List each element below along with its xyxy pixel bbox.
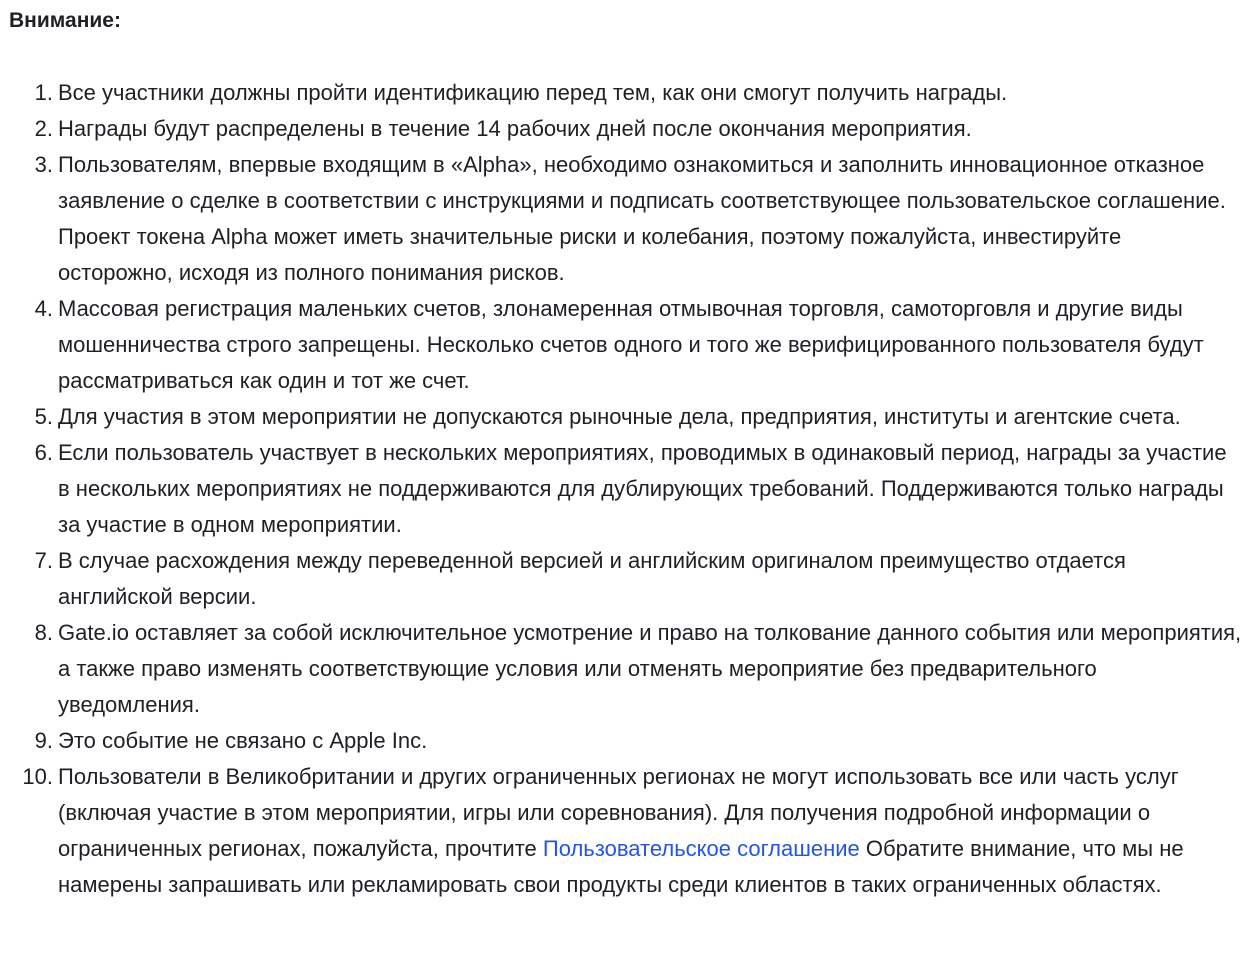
list-item-number: 1. [34,80,53,105]
list-item [0,723,1244,759]
notice-title: Внимание: [9,9,121,32]
list-item-number: 2. [34,116,53,141]
list-item-number: 4. [34,296,53,321]
list-item-text: Награды будут распределены в течение 14 рабочих дней после окончания мероприятия. [58,116,972,141]
list-item-number: 6. [34,440,53,465]
list-item [0,75,1244,111]
list-item-text: Для участия в этом мероприятии не допускаются рыночные дела, предприятия, институты и агентские счета. [58,404,1181,429]
list-item-text [58,759,1242,903]
list-item-text: В случае расхождения между переведенной версией и английским оригиналом преимущество отдается английской версии. [58,548,1126,609]
list-item-text: Если пользователь участвует в нескольких мероприятиях, проводимых в одинаковый период, награды за участие в нескольких мероприятиях не поддерживаются для дублирующих требований. Поддерживаются только награды за участие в одном мероприятии. [58,440,1227,537]
list-item [0,759,1244,903]
list-item [0,111,1244,147]
list-item [0,291,1244,399]
list-item-number: 8. [34,620,53,645]
list-item [0,435,1244,543]
list-item [0,615,1244,723]
list-item-number: 5. [34,404,53,429]
list-item-text-before-link: Пользователи в Великобритании и других ограниченных регионах не могут использовать все или часть услуг (включая участие в этом мероприятии, игры или соревнования). Для получения подробной информации о ограниченных регионах, пожалуйста, прочтите [58,764,1179,861]
list-item [0,147,1244,291]
list-item-number: 3. [34,152,53,177]
list-item-text: Все участники должны пройти идентификацию перед тем, как они смогут получить награды. [58,80,1008,105]
list-item [0,543,1244,615]
list-item-text: Gate.io оставляет за собой исключительное усмотрение и право на толкование данного события или мероприятия, а также право изменять соответствующие условия или отменять мероприятие без предварительного уведомления. [58,620,1242,717]
list-item-text: Пользователям, впервые входящим в «Alpha», необходимо ознакомиться и заполнить инновационное отказное заявление о сделке в соответствии с инструкциями и подписать соответствующее пользовательское соглашение. Проект токена Alpha может иметь значительные риски и колебания, поэтому пожалуйста, инвестируйте осторожно, исходя из полного понимания рисков. [58,152,1226,285]
list-item-number: 7. [34,548,53,573]
list-item-number: 10. [22,764,53,789]
list-item [0,399,1244,435]
user-agreement-link[interactable]: Пользовательское соглашение [542,836,860,861]
list-item-text: Массовая регистрация маленьких счетов, злонамеренная отмывочная торговля, самоторговля и другие виды мошенничества строго запрещены. Несколько счетов одного и того же верифицированного пользователя будут рассматриваться как один и тот же счет. [58,296,1204,393]
list-item-text-after-link: Обратите внимание, что мы не намерены запрашивать или рекламировать свои продукты среди клиентов в таких ограниченных областях. [58,836,1184,897]
list-item-text: Это событие не связано с Apple Inc. [58,728,428,753]
list-item-number: 9. [34,728,53,753]
terms-list [0,75,1244,903]
